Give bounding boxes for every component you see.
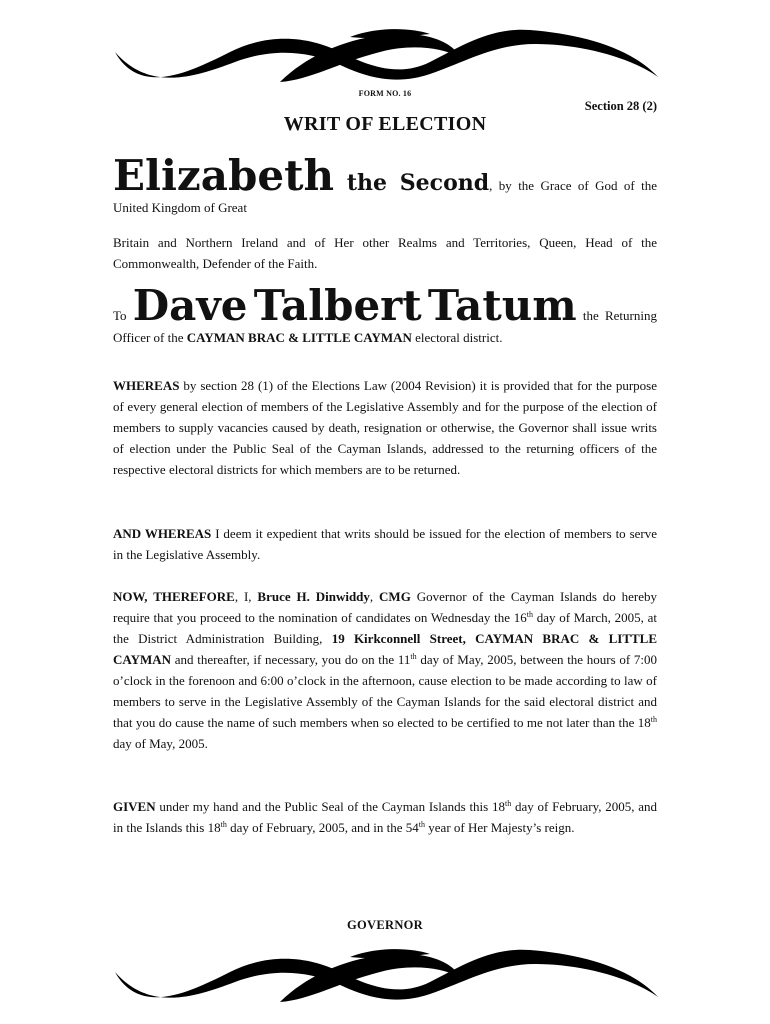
governor-name: Bruce H. Dinwiddy [257, 589, 370, 604]
addressee-last-name: Tatum [427, 281, 577, 330]
given-paragraph [113, 796, 657, 838]
now-therefore-text-1: , I, [234, 589, 252, 604]
now-therefore-text-6: day of May, 2005, between the hours of 7:00 o’clock in the forenoon and 6:00 o’clock in the afternoon, cause election to be made according to law of members to serve in the Legislative Assembly of the Cayman Islands for the said electoral district and that you do cause the name of such members when so elected to be certified to me not later than the 18 [113, 652, 657, 730]
and-whereas-paragraph [113, 523, 657, 565]
sovereign-line [113, 151, 658, 218]
given-text-3: day of February, 2005, and in the 54 [230, 820, 419, 835]
and-whereas-text: I deem it expedient that writs should be issued for the election of members to serve in the Legislative Assembly. [113, 526, 658, 562]
addressee-paragraph [113, 281, 657, 348]
given-text-2: day of February, 2005, and in the Islands this 18 [113, 799, 658, 835]
given-lead: GIVEN [113, 799, 156, 814]
now-therefore-text-2: , [369, 589, 374, 604]
governor-honour: CMG [379, 589, 411, 604]
whereas-text: by section 28 (1) of the Elections Law (2004 Revision) it is provided that for the purpose of every general election of members of the Legislative Assembly and for the purpose of the election of members to supply vacancies caused by death, resignation or otherwise, the Governor shall issue writs of election under the Public Seal of the Cayman Islands, addressed to the returning officers of the respective electoral districts for which members are to be returned. [113, 378, 657, 477]
ordinal-suffix: th [220, 820, 227, 829]
sovereign-name-part3: Second [399, 170, 490, 196]
now-therefore-text-7: day of May, 2005. [113, 736, 208, 751]
sovereign-continuation [113, 232, 657, 274]
now-therefore-text-3: Governor of the Cayman Islands do hereby require that you proceed to the nomination of candidates on Wednesday the 16 [113, 589, 657, 625]
nomination-venue: 19 Kirkconnell Street, CAYMAN BRAC & LITTLE CAYMAN [113, 631, 658, 667]
document-title: WRIT OF ELECTION [283, 113, 487, 135]
now-therefore-text-5: and thereafter, if necessary, you do on the 11 [174, 652, 411, 667]
now-therefore-text-4: day of March, 2005, at the District Administration Building, [113, 610, 658, 646]
addressee-first-name: Dave [132, 281, 248, 330]
sovereign-line-rest: , by the Grace of God of the United Kingdom of Great [113, 178, 658, 215]
ordinal-suffix: th [526, 610, 533, 619]
section-reference: Section 28 (2) [584, 99, 657, 113]
given-text-1: under my hand and the Public Seal of the Cayman Islands this 18 [159, 799, 505, 814]
form-number: FORM NO. 16 [358, 89, 412, 98]
addressee-middle-name: Talbert [253, 281, 422, 330]
ordinal-suffix: th [505, 799, 512, 808]
ordinal-suffix: th [650, 715, 657, 724]
whereas-lead: WHEREAS [113, 378, 180, 393]
now-therefore-paragraph [113, 586, 657, 754]
to-label: To [113, 308, 127, 323]
signature-label: GOVERNOR [346, 918, 423, 932]
top-scroll-ornament [110, 22, 660, 92]
given-text-4: year of Her Majesty’s reign. [428, 820, 575, 835]
whereas-paragraph [113, 375, 657, 480]
sovereign-continuation-text: Britain and Northern Ireland and of Her other Realms and Territories, Queen, Head of the Commonwealth, Defender of the Faith. [113, 235, 657, 271]
ordinal-suffix: th [418, 820, 426, 829]
and-whereas-lead: AND WHEREAS [113, 526, 212, 541]
now-therefore-lead: NOW, THEREFORE [113, 589, 235, 604]
bottom-scroll-ornament [110, 942, 660, 1012]
sovereign-name-part1: Elizabeth [113, 151, 335, 200]
addressee-role: the Returning Officer of the [113, 308, 657, 345]
sovereign-name-part2: the [346, 170, 387, 196]
ordinal-suffix: th [410, 652, 417, 661]
electoral-district: CAYMAN BRAC & LITTLE CAYMAN [186, 330, 412, 345]
addressee-tail: electoral district. [415, 330, 503, 345]
